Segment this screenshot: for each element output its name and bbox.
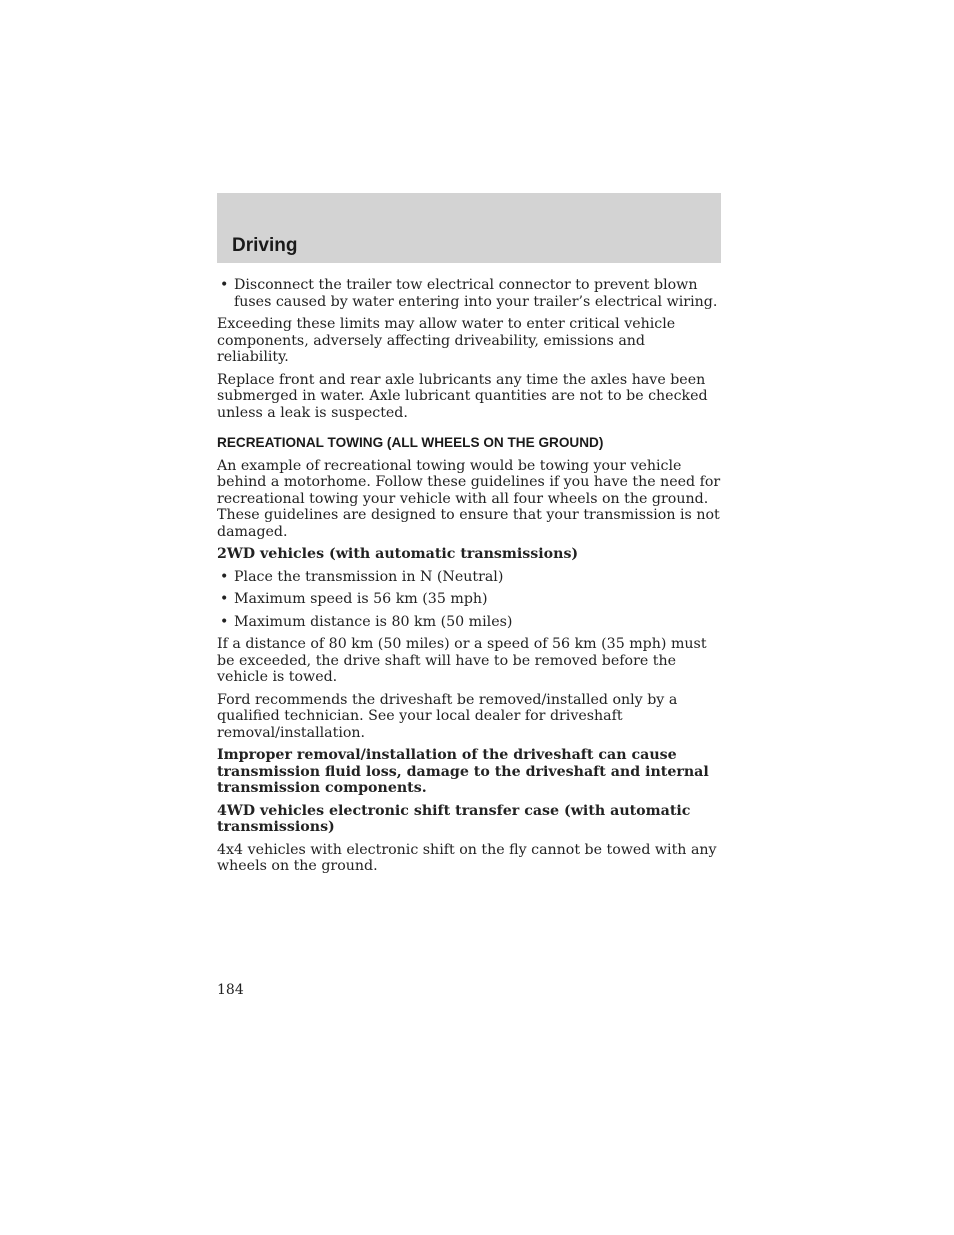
fwd-heading: 4WD vehicles electronic shift transfer case (with automatic transmissions)	[217, 802, 691, 835]
bullet-icon: •	[220, 591, 229, 607]
bullet-icon: •	[220, 277, 229, 293]
list-item	[217, 569, 721, 586]
recreational-towing-heading: RECREATIONAL TOWING (ALL WHEELS ON THE GROUND)	[217, 435, 604, 450]
bullet-icon: •	[220, 613, 229, 630]
paragraph-exceeding-limits: Exceeding these limits may allow water to enter critical vehicle components, adversely affecting driveability, emissions and reliability.	[217, 316, 676, 365]
list-item	[217, 614, 721, 631]
section-title: Driving	[232, 235, 298, 256]
bullet-text: Place the transmission in N (Neutral)	[234, 568, 504, 585]
paragraph-axle-lubricants: Replace front and rear axle lubricants any time the axles have been submerged in water. Axle lubricant quantities are not to be checked unless a leak is suspected.	[217, 371, 708, 421]
bullet-text: Maximum distance is 80 km (50 miles)	[234, 613, 513, 630]
page-number: 184	[217, 982, 244, 998]
paragraph-exceed-limits: If a distance of 80 km (50 miles) or a speed of 56 km (35 mph) must be exceeded, the drive shaft will have to be removed before the vehicle is towed.	[217, 636, 707, 685]
bullet-text: Maximum speed is 56 km (35 mph)	[234, 591, 488, 607]
list-item	[217, 277, 721, 310]
bullet-icon: •	[220, 568, 229, 585]
page-content	[217, 277, 721, 881]
paragraph-fwd-text: 4x4 vehicles with electronic shift on the fly cannot be towed with any wheels on the ground.	[217, 841, 717, 874]
twd-bullet-list	[217, 569, 721, 631]
section-header-band	[217, 193, 721, 263]
twd-heading: 2WD vehicles (with automatic transmissions)	[217, 546, 579, 562]
paragraph-ford-recommends: Ford recommends the driveshaft be removed/installed only by a qualified technician. See your local dealer for driveshaft removal/installation.	[217, 691, 678, 741]
warning-text: Improper removal/installation of the driveshaft can cause transmission fluid loss, damage to the driveshaft and internal transmission components.	[217, 747, 709, 796]
paragraph-recreational-intro: An example of recreational towing would be towing your vehicle behind a motorhome. Follow these guidelines if you have the need for recreational towing your vehicle with all four wheels on the ground. These guidelines are designed to ensure that your transmission is not damaged.	[217, 457, 721, 540]
intro-bullet-list	[217, 277, 721, 310]
list-item	[217, 591, 721, 608]
bullet-text: Disconnect the trailer tow electrical connector to prevent blown fuses caused by water entering into your trailer’s electrical wiring.	[234, 277, 718, 310]
